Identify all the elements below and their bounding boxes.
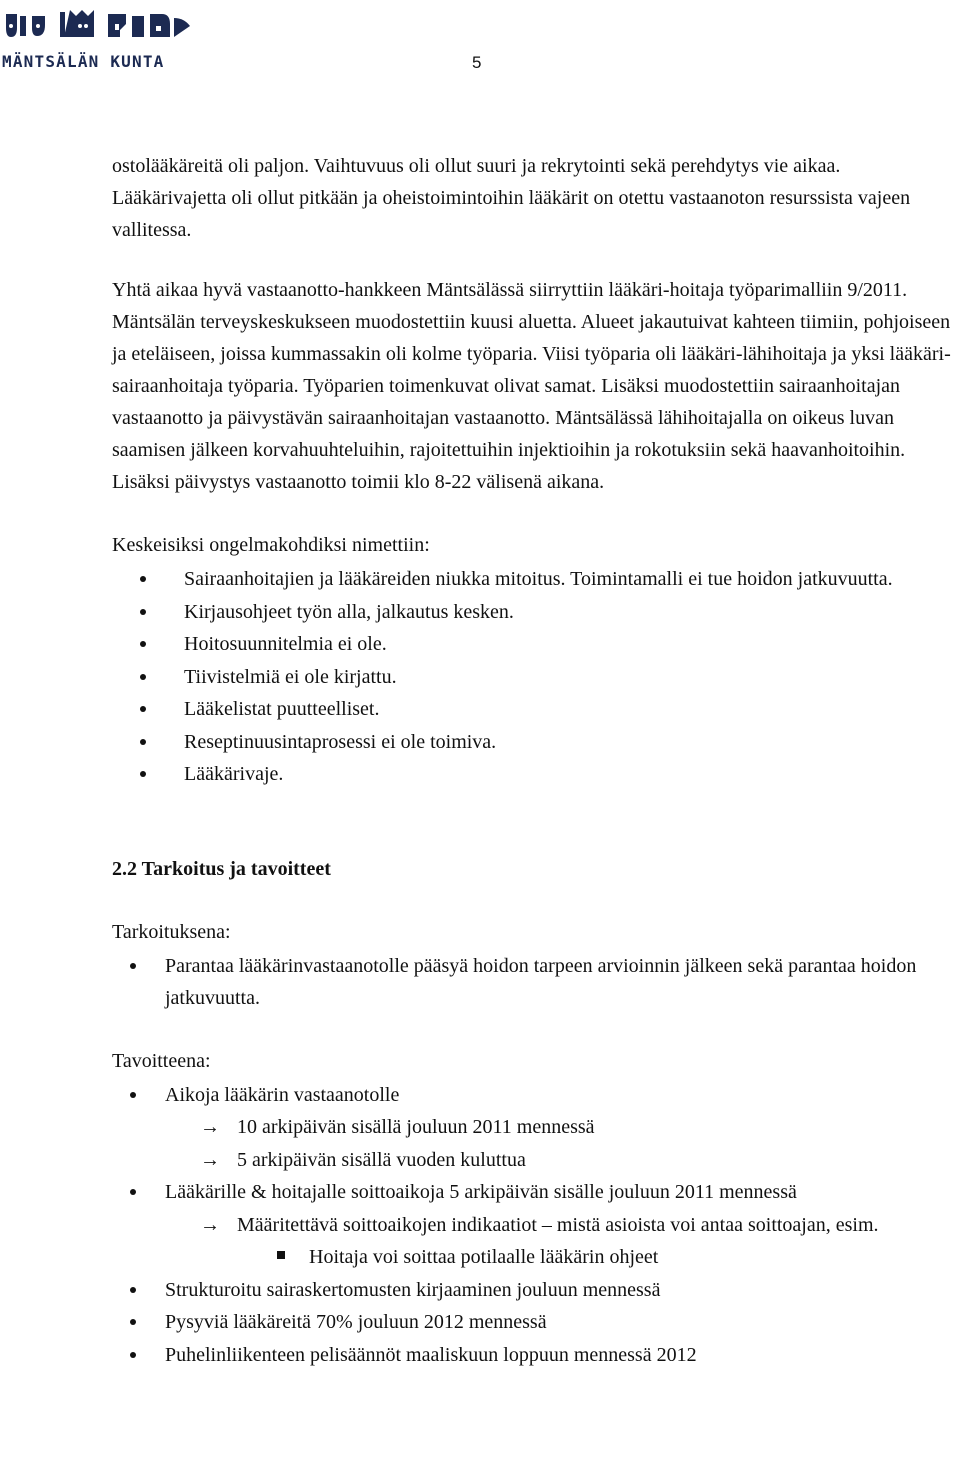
goal-subitem xyxy=(112,1111,952,1144)
section-heading: 2.2 Tarkoitus ja tavoitteet xyxy=(112,857,331,880)
goals-label: Tavoitteena: xyxy=(112,1049,211,1072)
paragraph: Yhtä aikaa hyvä vastaanotto-hankkeen Mäntsälässä siirryttiin lääkäri-hoitaja työparimalliin 9/2011. Mäntsälän terveyskeskukseen muodostettiin kuusi aluetta. Alueet jakautuivat kahteen tiimiin, pohjoiseen ja eteläiseen, joissa kummassakin oli kolme työparia. Viisi työparia oli lääkäri-lähihoitaja ja yksi lääkäri-sairaanhoitaja työparia. Työparien toimenkuvat olivat samat. Lisäksi muodostettiin sairaanhoitajan vastaanotto ja päivystävän sairaanhoitajan vastaanotto. Mäntsälässä lähihoitajalla on oikeus luvan saamisen jälkeen korvahuuhteluihin, rajoitettuihin injektioihin ja rokotuksiin sekä haavanhoitoihin. Lisäksi päivystys vastaanotto toimii klo 8-22 välisenä aikana. xyxy=(112,279,951,493)
goal-subsubitem-text: Hoitaja voi soittaa potilaalle lääkärin ohjeet xyxy=(309,1246,659,1268)
goal-item: Pysyviä lääkäreitä 70% jouluun 2012 mennessä xyxy=(112,1306,952,1339)
problems-list xyxy=(112,563,952,791)
goal-text: Lääkärille & hoitajalle soittoaikoja 5 arkipäivän sisälle jouluun 2011 mennessä xyxy=(165,1181,797,1203)
goals-list xyxy=(112,1176,952,1209)
goal-subitem-text: 5 arkipäivän sisällä vuoden kuluttua xyxy=(237,1148,526,1171)
goal-text: Aikoja lääkärin vastaanotolle xyxy=(165,1083,400,1106)
paragraph: ostolääkäreitä oli paljon. Vaihtuvuus oli ollut suuri ja rekrytointi sekä perehdytys vie aikaa. Lääkärivajetta oli ollut pitkään ja oheistoimintoihin lääkärit on otettu vastaanoton resurssista vajeen vallitessa. xyxy=(112,155,911,241)
document-body xyxy=(112,150,952,1371)
goal-item: Strukturoitu sairaskertomusten kirjaaminen jouluun mennessä xyxy=(112,1274,952,1307)
arrow-icon: → xyxy=(200,1116,220,1138)
logo-text: MÄNTSÄLÄN KUNTA xyxy=(2,52,165,71)
goal-item xyxy=(112,1079,952,1112)
goal-subitem xyxy=(112,1144,952,1177)
list-item: Sairaanhoitajien ja lääkäreiden niukka mitoitus. Toimintamalli ei tue hoidon jatkuvuutta. xyxy=(112,563,952,596)
goal-item xyxy=(112,1176,952,1209)
list-item: Tiivistelmiä ei ole kirjattu. xyxy=(112,661,952,694)
page-number: 5 xyxy=(472,53,482,72)
coat-of-arms-icon xyxy=(0,2,200,50)
list-item: Lääkärivaje. xyxy=(112,758,952,791)
list-item: Reseptinuusintaprosessi ei ole toimiva. xyxy=(112,726,952,759)
goal-subsubitem xyxy=(112,1241,952,1274)
list-item: Hoitosuunnitelmia ei ole. xyxy=(112,628,952,661)
municipality-logo xyxy=(0,2,200,72)
arrow-icon: → xyxy=(200,1213,220,1236)
problems-intro: Keskeisiksi ongelmakohdiksi nimettiin: xyxy=(112,534,430,556)
arrow-icon: → xyxy=(200,1148,220,1171)
list-item: Lääkelistat puutteelliset. xyxy=(112,693,952,726)
goals-list xyxy=(112,1274,952,1372)
goal-subitem xyxy=(112,1209,952,1242)
goal-item: Puhelinliikenteen pelisäännöt maaliskuun loppuun mennessä 2012 xyxy=(112,1339,952,1372)
goal-subitem-text: Määritettävä soittoaikojen indikaatiot – mistä asioista voi antaa soittoajan, esim. xyxy=(237,1213,879,1236)
list-item: Parantaa lääkärinvastaanotolle pääsyä hoidon tarpeen arvioinnin jälkeen sekä parantaa hoidon jatkuvuutta. xyxy=(112,950,952,1014)
purpose-label: Tarkoituksena: xyxy=(112,920,231,943)
list-item: Kirjausohjeet työn alla, jalkautus kesken. xyxy=(112,596,952,629)
goal-subitem-text: 10 arkipäivän sisällä jouluun 2011 mennessä xyxy=(237,1116,595,1138)
purpose-list xyxy=(112,950,952,1014)
goals-list xyxy=(112,1079,952,1112)
